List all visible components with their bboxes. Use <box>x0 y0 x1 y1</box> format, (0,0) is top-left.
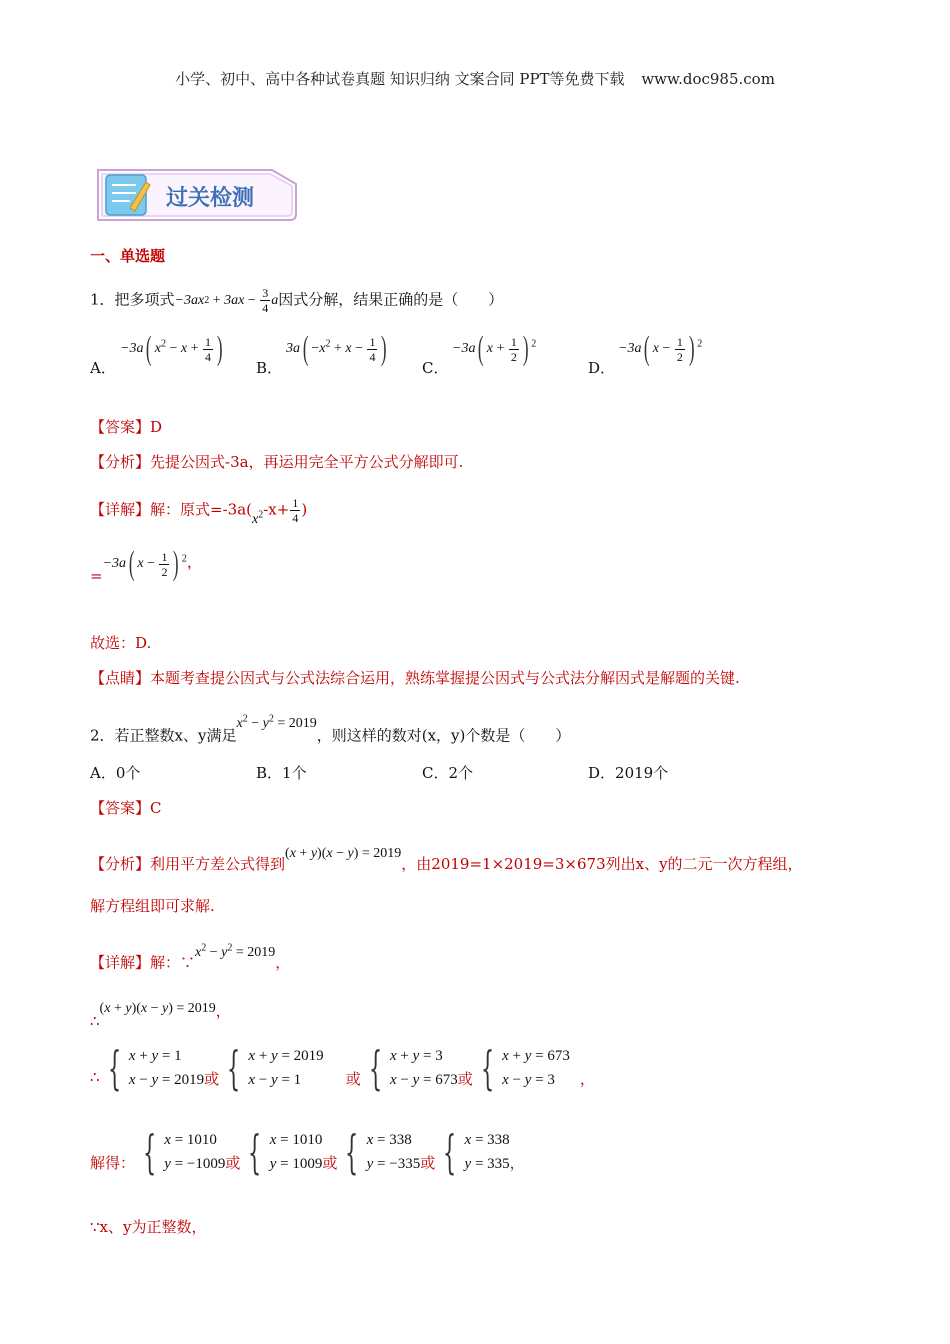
q1-option-b: B． <box>256 359 283 377</box>
header-url: www.doc985.com <box>641 70 775 88</box>
q1-option-c: C． <box>422 359 449 377</box>
q2-detail: 【详解】解：$\because x^2 - y^2 = 2019$， <box>90 942 291 972</box>
q1-option-c-formula: −3a( x + $\frac{1}{2}$ ) $^2$ <box>452 330 537 367</box>
q1-option-d: D． <box>588 359 616 377</box>
q2-option-a: A．0个 <box>90 764 141 782</box>
q2-last-line: ∵x、y为正整数， <box>90 1218 207 1236</box>
section-badge <box>92 164 300 226</box>
section-title: 一、单选题 <box>90 247 166 265</box>
badge-title: 过关检测 <box>166 186 255 211</box>
q2-step-therefore: ∴(x + y)(x − y) = 2019， <box>90 1001 231 1030</box>
q2-option-c: C．2个 <box>422 764 474 782</box>
q2-analysis: 【分析】利用平方差公式得到(x + y)(x − y) = 2019，由2019=1×2019=3×673列出x、y的二元一次方程组， <box>90 846 803 873</box>
page-header <box>0 68 950 89</box>
q1-answer: 【答案】D <box>90 418 163 436</box>
q1-detail-step2: =−3a( x − $\frac{1}{2}$ ) $^2$， <box>90 545 202 586</box>
q1-option-a-formula: −3a( $x^2 - x$ + $\frac{1}{4}$ ) <box>120 330 223 367</box>
q2-solutions: 解得： { x = 1010 y = −1009或 { x = 1010 y = 1009或 { x = 338 y = −335或 { x = 338 y = 335， <box>90 1125 525 1179</box>
q1-stem: 1．把多项式 −3ax 2 + 3ax − $\frac{3}{4}$ a 因式分解，结果正确的是（ ） <box>90 286 504 315</box>
header-text: 小学、初中、高中各种试卷真题 知识归纳 文案合同 PPT等免费下载 <box>175 70 625 88</box>
q2-option-b: B．1个 <box>256 764 307 782</box>
q1-detail: 【详解】解：原式$=-3a(x^2-x+$ $\frac{1}{4}$ ) <box>90 496 308 527</box>
q1-analysis: 【分析】先提公因式-3a，再运用完全平方公式分解即可. <box>90 453 464 471</box>
q2-analysis-cont: 解方程组即可求解. <box>90 897 215 915</box>
q2-answer: 【答案】C <box>90 799 162 817</box>
q1-option-b-formula: $3a( -x^2 + x$ − $\frac{1}{4}$ ) <box>286 330 387 367</box>
q2-systems: ∴ { x + y = 1 x − y = 2019或 { x + y = 2019 x − y = 1 或 { x + y = 3 x − y = 673或 { x + y = 673 x − y = 3 ， <box>90 1041 595 1095</box>
q1-option-a: A． <box>90 359 116 377</box>
q2-stem: 2．若正整数x、y满足$x^2 - y^2 = 2019$，则这样的数对(x，y)个数是（ ） <box>90 713 571 745</box>
q1-comment: 【点睛】本题考查提公因式与公式法综合运用，熟练掌握提公因式与公式法分解因式是解题的关键. <box>90 669 740 687</box>
q1-choose: 故选：D. <box>90 634 152 652</box>
q1-option-d-formula: −3a( x − $\frac{1}{2}$ ) $^2$ <box>618 330 703 367</box>
q2-option-d: D．2019个 <box>588 764 669 782</box>
